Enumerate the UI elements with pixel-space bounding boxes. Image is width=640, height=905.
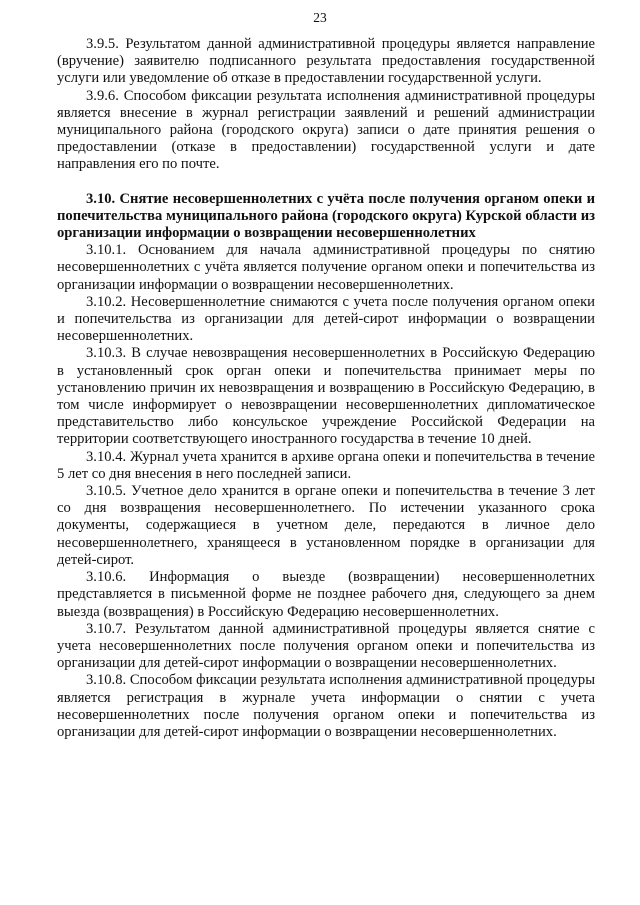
paragraph-3-10-2: 3.10.2. Несовершеннолетние снимаются с учета после получения органом опеки и попечительства из организации для детей-сирот информации о возвращении несовершеннолетних. bbox=[57, 293, 595, 345]
section-spacer bbox=[57, 174, 595, 191]
paragraph-3-10-3: 3.10.3. В случае невозвращения несовершеннолетних в Российскую Федерацию в установленный срок орган опеки и попечительства принимает меры по установлению причин их невозвращения и возвращению в Российскую Федерацию, в том числе информирует о невозвращении несовершеннолетних дипломатическое представительство либо консульское учреждение Российской Федерации на территории соответствующего иностранного государства в течение 10 дней. bbox=[57, 345, 595, 448]
paragraph-3-10-7: 3.10.7. Результатом данной административной процедуры является снятие с учета несовершеннолетних после получения органом опеки и попечительства из организации для детей-сирот информации о возвращении несовершеннолетних. bbox=[57, 620, 595, 672]
paragraph-3-10-5: 3.10.5. Учетное дело хранится в органе опеки и попечительства в течение 3 лет со дня возвращения несовершеннолетнего. По истечении указанного срока документы, содержащиеся в учетном деле, передаются в личное дело несовершеннолетнего, хранящееся в установленном порядке в организации для детей-сирот. bbox=[57, 483, 595, 568]
paragraph-3-9-6: 3.9.6. Способом фиксации результата исполнения административной процедуры является внесение в журнал регистрации заявлений и решений администрации муниципального района (городского округа) записи о дате принятия решения о предоставлении (отказе в предоставлении) государственной услуги и дате направления его по почте. bbox=[57, 87, 595, 173]
paragraph-3-10-6: 3.10.6. Информация о выезде (возвращении) несовершеннолетних представляется в письменной форме не позднее рабочего дня, следующего за днем выезда (возвращения) в Российскую Федерацию несовершеннолетних. bbox=[57, 569, 595, 620]
paragraph-3-10-4: 3.10.4. Журнал учета хранится в архиве органа опеки и попечительства в течение 5 лет со дня внесения в него последней записи. bbox=[57, 448, 595, 482]
paragraph-3-10-8: 3.10.8. Способом фиксации результата исполнения административной процедуры является регистрация в журнале учета информации о снятии с учета несовершеннолетних после получения органом опеки и попечительства из организации для детей-сирот информации о возвращении несовершеннолетних. bbox=[57, 672, 595, 740]
paragraph-3-10-1: 3.10.1. Основанием для начала административной процедуры по снятию несовершеннолетних с учёта является получение органом опеки и попечительства из организации информации о возвращении несовершеннолетних. bbox=[57, 242, 595, 293]
document-body bbox=[57, 36, 595, 741]
page-number: 23 bbox=[313, 10, 327, 25]
paragraph-3-9-5: 3.9.5. Результатом данной административной процедуры является направление (вручение) заявителю подписанного результата предоставления государственной услуги или уведомление об отказе в предоставлении государственной услуги. bbox=[57, 36, 595, 87]
section-heading-3-10: 3.10. Снятие несовершеннолетних с учёта после получения органом опеки и попечительства муниципального района (городского округа) Курской области из организации информации о возвращении несовершеннолетних bbox=[57, 190, 595, 242]
